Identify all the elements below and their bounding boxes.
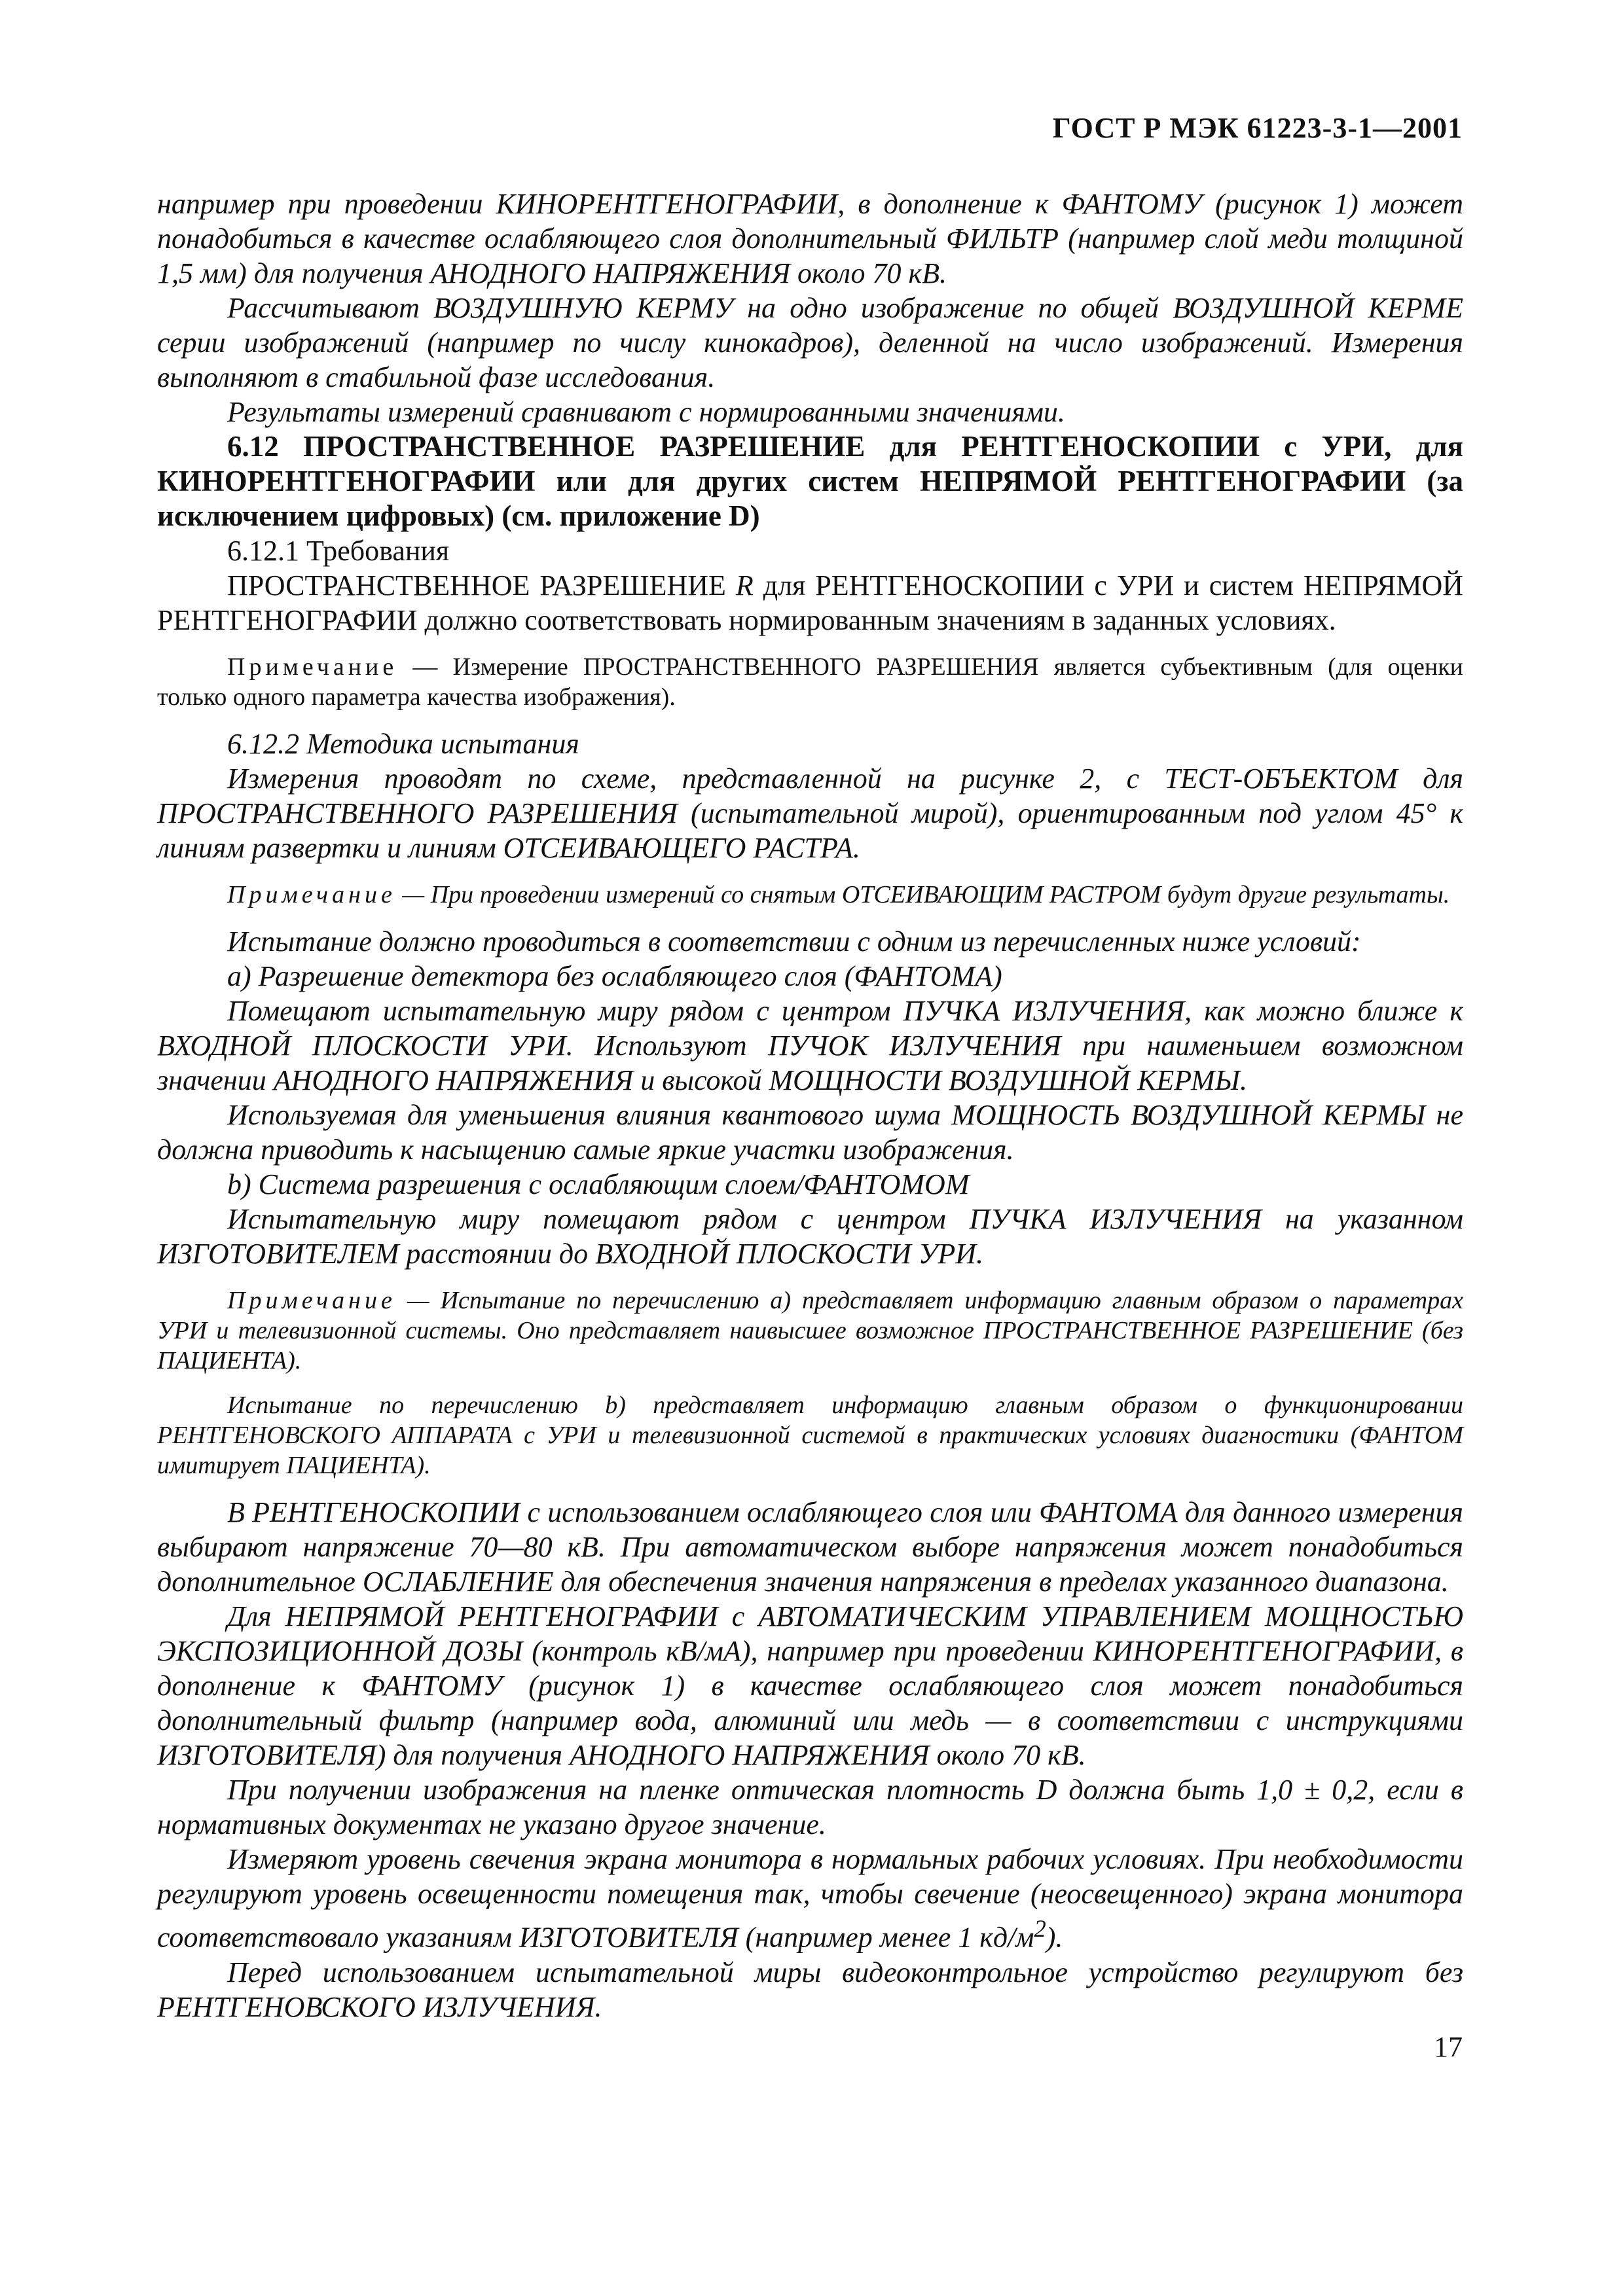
text-run: ПРОСТРАНСТВЕННОЕ РАЗРЕШЕНИЕ — [227, 569, 736, 601]
paragraph: Испытание должно проводиться в соответствии с одним из перечисленных ниже условий: — [227, 925, 1361, 958]
note-label: Примечание — [227, 1287, 396, 1314]
paragraph: Измерения проводят по схеме, представленной на рисунке 2, с ТЕСТ-ОБЪЕКТОМ для ПРОСТРАНСТВЕННОГО РАЗРЕШЕНИЯ (испытательной мирой), ориентированным под углом 45° к линиям развертки и линиям ОТСЕИВАЮЩЕГО РАСТРА. — [157, 762, 1463, 864]
variable-r: R — [735, 569, 754, 601]
paragraph: Перед использованием испытательной миры видеоконтрольное устройство регулируют без РЕНТГЕНОВСКОГО ИЗЛУЧЕНИЯ. — [157, 1956, 1463, 2023]
note — [157, 652, 1463, 712]
superscript: 2 — [1034, 1915, 1046, 1942]
text-run: ). — [1046, 1921, 1063, 1954]
text-run: Измеряют уровень свечения экрана монитора в нормальных рабочих условиях. При необходимости регулируют уровень освещенности помещения так, чтобы свечение (неосвещенного) экрана монитора соответствовало указаниям ИЗГОТОВИТЕЛЯ (например менее 1 кд/м — [157, 1843, 1463, 1954]
paragraph: Помещают испытательную миру рядом с центром ПУЧКА ИЗЛУЧЕНИЯ, как можно ближе к ВХОДНОЙ ПЛОСКОСТИ УРИ. Используют ПУЧОК ИЗЛУЧЕНИЯ при наименьшем возможном значении АНОДНОГО НАПРЯЖЕНИЯ и высокой МОЩНОСТИ ВОЗДУШНОЙ КЕРМЫ. — [157, 995, 1463, 1096]
paragraph: Результаты измерений сравнивают с нормированными значениями. — [227, 396, 1065, 428]
paragraph — [157, 1842, 1463, 1955]
text-run: для РЕНТГЕНОСКОПИИ с УРИ и систем НЕПРЯМОЙ РЕНТГЕНОГРАФИИ должно соответствовать нормированным значениям в заданных условиях. — [157, 569, 1464, 636]
note — [157, 1285, 1463, 1376]
document-body — [157, 187, 1463, 2024]
list-item: b) Система разрешения с ослабляющим слоем/ФАНТОМОМ — [227, 1168, 970, 1200]
note-label: Примечание — [227, 881, 396, 908]
subsection-heading: 6.12.2 Методика испытания — [227, 728, 579, 760]
note-label: Примечание — [227, 653, 398, 681]
paragraph — [157, 568, 1463, 637]
note-text: — Испытание по перечислению a) представляет информацию главным образом о параметрах УРИ и телевизионной системы. Оно представляет наивысшее возможное ПРОСТРАНСТВЕННОЕ РАЗРЕШЕНИЕ (без ПАЦИЕНТА). — [157, 1287, 1463, 1374]
page-number: 17 — [1434, 2031, 1463, 2063]
paragraph: При получении изображения на пленке оптическая плотность D должна быть 1,0 ± 0,2, если в нормативных документах не указано другое значение. — [157, 1774, 1463, 1840]
list-item: a) Разрешение детектора без ослабляющего слоя (ФАНТОМА) — [227, 960, 1002, 992]
paragraph: В РЕНТГЕНОСКОПИИ с использованием ослабляющего слоя или ФАНТОМА для данного измерения выбирают напряжение 70—80 кВ. При автоматическом выборе напряжения может понадобиться дополнительное ОСЛАБЛЕНИЕ для обеспечения значения напряжения в пределах указанного диапазона. — [157, 1496, 1463, 1598]
paragraph: Используемая для уменьшения влияния квантового шума МОЩНОСТЬ ВОЗДУШНОЙ КЕРМЫ не должна приводить к насыщению самые яркие участки изображения. — [157, 1099, 1463, 1166]
note-continuation: Испытание по перечислению b) представляет информацию главным образом о функционировании РЕНТГЕНОВСКОГО АППАРАТА с УРИ и телевизионной системой в практических условиях диагностики (ФАНТОМ имитирует ПАЦИЕНТА). — [157, 1391, 1463, 1479]
section-heading: 6.12 ПРОСТРАНСТВЕННОЕ РАЗРЕШЕНИЕ для РЕНТГЕНОСКОПИИ с УРИ, для КИНОРЕНТГЕНОГРАФИИ или для других систем НЕПРЯМОЙ РЕНТГЕНОГРАФИИ (за исключением цифровых) (см. приложение D) — [157, 430, 1463, 532]
note — [157, 880, 1463, 910]
note-text: — Измерение ПРОСТРАНСТВЕННОГО РАЗРЕШЕНИЯ является субъективным (для оценки только одного параметра качества изображения). — [157, 653, 1463, 711]
document-header: ГОСТ Р МЭК 61223-3-1—2001 — [1052, 112, 1463, 144]
paragraph: Для НЕПРЯМОЙ РЕНТГЕНОГРАФИИ с АВТОМАТИЧЕСКИМ УПРАВЛЕНИЕМ МОЩНОСТЬЮ ЭКСПОЗИЦИОННОЙ ДОЗЫ (контроль кВ/мА), например при проведении КИНОРЕНТГЕНОГРАФИИ, в дополнение к ФАНТОМУ (рисунок 1) в качестве ослабляющего слоя может понадобиться дополнительный фильтр (например вода, алюминий или медь — в соответствии с инструкциями ИЗГОТОВИТЕЛЯ) для получения АНОДНОГО НАПРЯЖЕНИЯ около 70 кВ. — [157, 1600, 1463, 1771]
note-text: — При проведении измерений со снятым ОТСЕИВАЮЩИМ РАСТРОМ будут другие результаты. — [395, 881, 1450, 908]
paragraph: например при проведении КИНОРЕНТГЕНОГРАФИИ, в дополнение к ФАНТОМУ (рисунок 1) может понадобиться в качестве ослабляющего слоя дополнительный ФИЛЬТР (например слой меди толщиной 1,5 мм) для получения АНОДНОГО НАПРЯЖЕНИЯ около 70 кВ. — [157, 188, 1463, 289]
paragraph: Испытательную миру помещают рядом с центром ПУЧКА ИЗЛУЧЕНИЯ на указанном ИЗГОТОВИТЕЛЕМ расстоянии до ВХОДНОЙ ПЛОСКОСТИ УРИ. — [157, 1203, 1463, 1270]
subsection-heading: 6.12.1 Требования — [227, 535, 450, 567]
paragraph: Рассчитывают ВОЗДУШНУЮ КЕРМУ на одно изображение по общей ВОЗДУШНОЙ КЕРМЕ серии изображений (например по числу кинокадров), деленной на число изображений. Измерения выполняют в стабильной фазе исследования. — [157, 292, 1463, 393]
